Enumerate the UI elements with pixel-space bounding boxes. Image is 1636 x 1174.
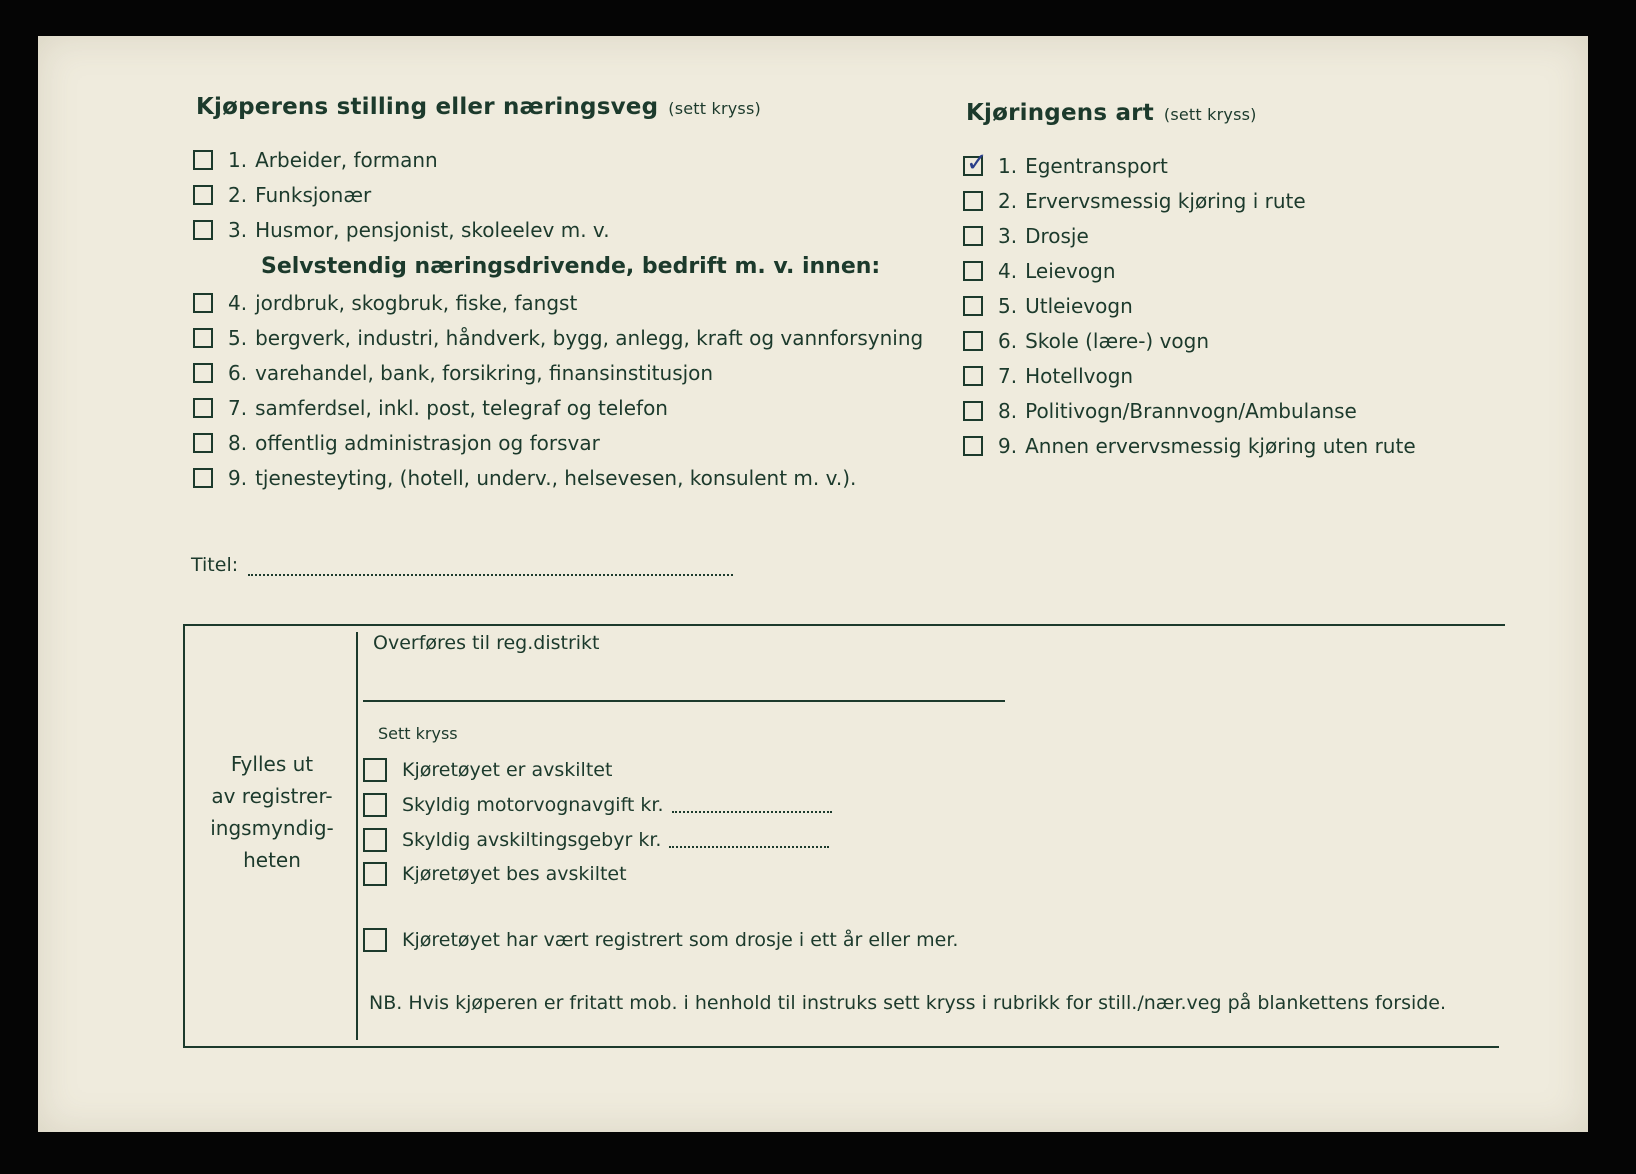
- driving-option-8[interactable]: [963, 397, 1357, 425]
- transfer-district-label: Overføres til reg.distrikt: [373, 632, 600, 654]
- checkbox[interactable]: [963, 226, 983, 246]
- checkbox[interactable]: [193, 398, 213, 418]
- option-number: 2.: [228, 183, 248, 207]
- check-taxi-one-year[interactable]: [363, 926, 958, 954]
- option-label: Utleievogn: [1025, 294, 1133, 318]
- check-request-deregistration[interactable]: [363, 860, 627, 888]
- transfer-district-line[interactable]: [363, 700, 1005, 702]
- checkbox[interactable]: [363, 862, 387, 886]
- option-number: 5.: [998, 294, 1018, 318]
- check-label: Kjøretøyet bes avskiltet: [402, 863, 627, 885]
- heading-text: Kjøperens stilling eller næringsveg: [196, 94, 659, 120]
- option-label: tjenesteyting, (hotell, underv., helsevesen, konsulent m. v.).: [255, 466, 857, 490]
- checkbox[interactable]: [193, 433, 213, 453]
- option-number: 7.: [228, 396, 248, 420]
- option-label: bergverk, industri, håndverk, bygg, anlegg, kraft og vannforsyning: [255, 326, 924, 350]
- option-number: 1.: [228, 148, 248, 172]
- checkbox-checked[interactable]: [963, 156, 983, 176]
- checkbox[interactable]: [193, 293, 213, 313]
- check-vehicle-tax[interactable]: [363, 791, 832, 819]
- option-label: samferdsel, inkl. post, telegraf og telefon: [255, 396, 668, 420]
- label-line: ingsmyndig-: [210, 816, 334, 840]
- title-label: Titel:: [191, 554, 239, 576]
- occupation-option-1[interactable]: [193, 146, 438, 174]
- registry-authority-label: [188, 748, 356, 876]
- option-label: offentlig administrasjon og forsvar: [255, 431, 600, 455]
- title-field[interactable]: [191, 554, 733, 576]
- check-label: Skyldig motorvognavgift kr.: [402, 794, 664, 816]
- occupation-option-8[interactable]: [193, 429, 600, 457]
- amount-dotted-line[interactable]: [669, 832, 829, 848]
- occupation-option-9[interactable]: [193, 464, 856, 492]
- option-label: Ervervsmessig kjøring i rute: [1025, 189, 1306, 213]
- check-label: Kjøretøyet er avskiltet: [402, 759, 613, 781]
- option-number: 4.: [228, 291, 248, 315]
- checkbox[interactable]: [193, 150, 213, 170]
- driving-option-4[interactable]: [963, 257, 1116, 285]
- option-label: Husmor, pensjonist, skoleelev m. v.: [255, 218, 610, 242]
- occupation-option-7[interactable]: [193, 394, 668, 422]
- checkbox[interactable]: [963, 296, 983, 316]
- box-divider: [356, 632, 358, 1040]
- heading-note: (sett kryss): [668, 99, 761, 118]
- option-label: varehandel, bank, forsikring, finansinstitusjon: [255, 361, 714, 385]
- option-number: 9.: [998, 434, 1018, 458]
- amount-dotted-line[interactable]: [672, 797, 832, 813]
- checkbox[interactable]: [193, 185, 213, 205]
- option-label: Annen ervervsmessig kjøring uten rute: [1025, 434, 1416, 458]
- option-label: Leievogn: [1025, 259, 1116, 283]
- occupation-option-6[interactable]: [193, 359, 713, 387]
- box-bottom-border: [183, 1046, 1499, 1048]
- checkbox[interactable]: [363, 928, 387, 952]
- heading-text: Kjøringens art: [966, 100, 1154, 126]
- checkbox[interactable]: [193, 363, 213, 383]
- option-number: 4.: [998, 259, 1018, 283]
- driving-option-1[interactable]: [963, 152, 1168, 180]
- check-label: Skyldig avskiltingsgebyr kr.: [402, 829, 662, 851]
- option-label: Drosje: [1025, 224, 1089, 248]
- option-number: 6.: [998, 329, 1018, 353]
- check-label: Kjøretøyet har vært registrert som drosje i ett år eller mer.: [402, 929, 959, 951]
- title-dotted-line[interactable]: [248, 560, 733, 576]
- option-number: 8.: [998, 399, 1018, 423]
- occupation-option-2[interactable]: [193, 181, 371, 209]
- check-deregistered[interactable]: [363, 756, 612, 784]
- option-number: 1.: [998, 154, 1018, 178]
- checkbox[interactable]: [963, 436, 983, 456]
- option-number: 9.: [228, 466, 248, 490]
- box-top-border: [183, 624, 1505, 626]
- checkbox[interactable]: [363, 793, 387, 817]
- occupation-option-3[interactable]: [193, 216, 610, 244]
- checkbox[interactable]: [963, 191, 983, 211]
- driving-option-7[interactable]: [963, 362, 1133, 390]
- checkbox[interactable]: [193, 328, 213, 348]
- option-label: Hotellvogn: [1025, 364, 1134, 388]
- option-number: 2.: [998, 189, 1018, 213]
- heading-note: (sett kryss): [1163, 105, 1257, 124]
- option-number: 8.: [228, 431, 248, 455]
- checkbox[interactable]: [963, 366, 983, 386]
- nb-note: NB. Hvis kjøperen er fritatt mob. i henhold til instruks sett kryss i rubrikk for still./nær.veg på blankettens forside.: [369, 992, 1447, 1014]
- self-employed-subheading: Selvstendig næringsdrivende, bedrift m. v. innen:: [261, 254, 881, 279]
- occupation-option-4[interactable]: [193, 289, 577, 317]
- label-line: heten: [243, 848, 301, 872]
- buyer-occupation-heading: [196, 94, 761, 120]
- option-label: Arbeider, formann: [255, 148, 438, 172]
- option-number: 5.: [228, 326, 248, 350]
- occupation-option-5[interactable]: [193, 324, 923, 352]
- box-left-border: [183, 624, 185, 1048]
- option-number: 3.: [228, 218, 248, 242]
- form-sheet: [38, 36, 1588, 1132]
- option-label: Skole (lære-) vogn: [1025, 329, 1210, 353]
- checkbox[interactable]: [963, 331, 983, 351]
- driving-option-6[interactable]: [963, 327, 1209, 355]
- driving-type-heading: [966, 100, 1257, 126]
- option-label: Politivogn/Brannvogn/Ambulanse: [1025, 399, 1357, 423]
- checkbox[interactable]: [363, 758, 387, 782]
- option-label: Funksjonær: [255, 183, 372, 207]
- driving-option-2[interactable]: [963, 187, 1306, 215]
- option-number: 7.: [998, 364, 1018, 388]
- option-label: Egentransport: [1025, 154, 1168, 178]
- option-number: 3.: [998, 224, 1018, 248]
- driving-option-9[interactable]: [963, 432, 1416, 460]
- driving-option-5[interactable]: [963, 292, 1133, 320]
- label-line: Fylles ut: [230, 752, 314, 776]
- option-number: 6.: [228, 361, 248, 385]
- label-line: av registrer-: [211, 784, 333, 808]
- driving-option-3[interactable]: [963, 222, 1089, 250]
- checkbox[interactable]: [193, 468, 213, 488]
- check-plate-fee[interactable]: [363, 826, 829, 854]
- checkbox[interactable]: [363, 828, 387, 852]
- option-label: jordbruk, skogbruk, fiske, fangst: [255, 291, 578, 315]
- checkbox[interactable]: [963, 261, 983, 281]
- checkbox[interactable]: [963, 401, 983, 421]
- sett-kryss-label: Sett kryss: [378, 724, 458, 743]
- checkbox[interactable]: [193, 220, 213, 240]
